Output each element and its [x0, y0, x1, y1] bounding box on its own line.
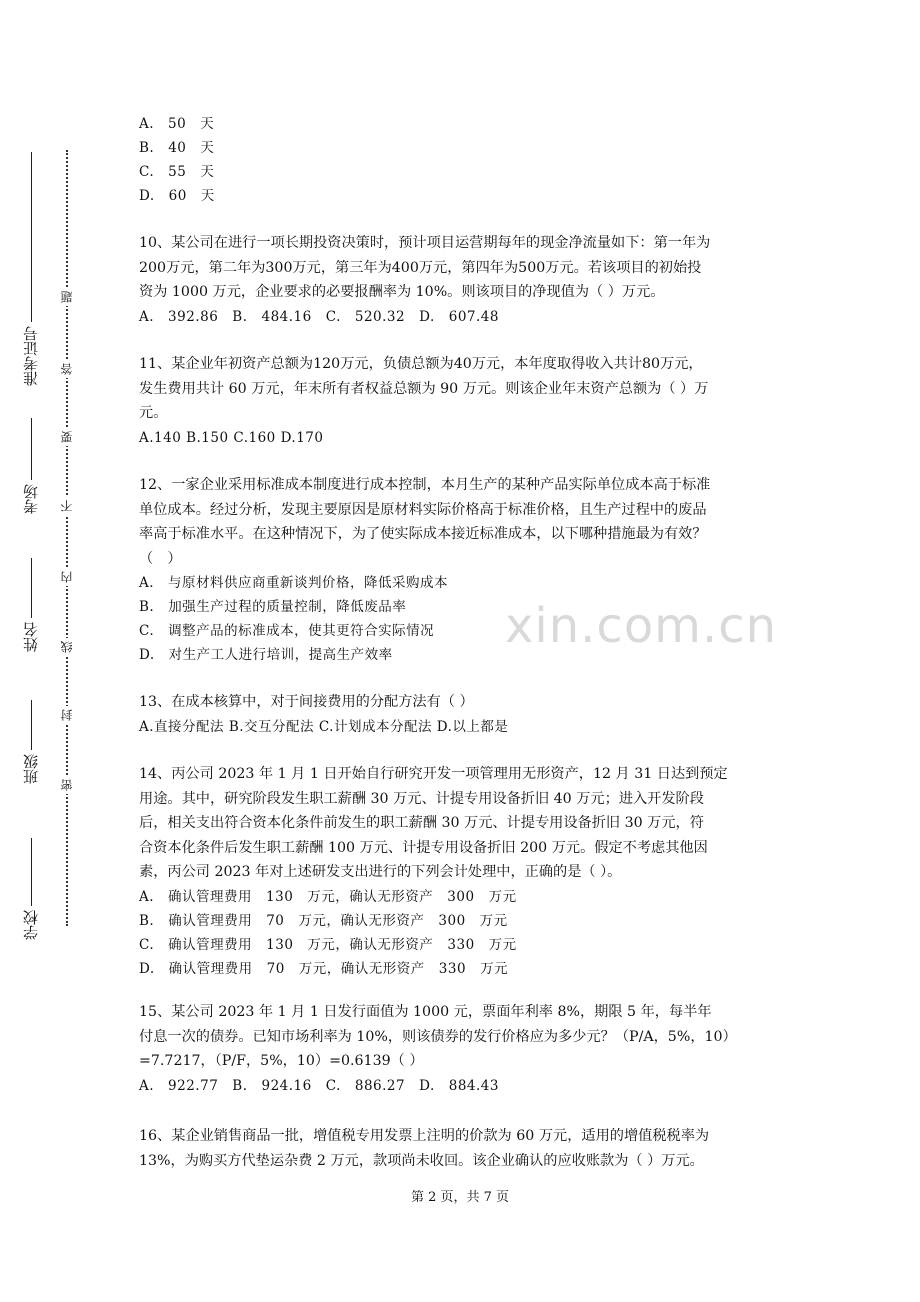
field-label: 考场	[22, 484, 40, 514]
question-text: 14、丙公司 2023 年 1 月 1 日开始自行研究开发一项管理用无形资产，12 月 31 日达到预定	[139, 766, 728, 782]
underline	[31, 558, 32, 618]
question-text: 率高于标准水平。在这种情况下，为了使实际成本接近标准成本，以下哪种措施最为有效？	[139, 526, 707, 542]
underline	[31, 838, 32, 906]
option-d: D. 对生产工人进行培训，提高生产效率	[139, 647, 393, 663]
seal-char: 封	[59, 706, 75, 724]
seal-char: 不	[59, 497, 75, 515]
field-label: 准考证号	[22, 326, 40, 386]
question-text: 发生费用共计 60 万元，年末所有者权益总额为 90 万元。则该企业年末资产总额为（ ）万	[139, 380, 709, 397]
seal-char: 内	[59, 568, 75, 586]
question-text: 12、一家企业采用标准成本制度进行成本控制，本月生产的某种产品实际单位成本高于标准	[139, 477, 711, 493]
option-d: D. 确认管理费用 70 万元，确认无形资产 330 万元	[139, 960, 509, 977]
question-text: 后，相关支出符合资本化条件前发生的职工薪酬 30 万元、计提专用设备折旧 30 万元，符	[139, 815, 704, 831]
field-name	[18, 558, 44, 652]
seal-char: 线	[59, 638, 75, 656]
question-9-options	[139, 112, 794, 208]
field-exam-room	[18, 418, 44, 514]
question-options: A. 922.77 B. 924.16 C. 886.27 D. 884.43	[139, 1077, 499, 1094]
underline	[31, 700, 32, 750]
field-label: 姓名	[22, 622, 40, 652]
question-text: 10、某公司在进行一项长期投资决策时，预计项目运营期每年的现金净流量如下：第一年为	[139, 235, 711, 251]
field-exam-number	[18, 152, 44, 386]
question-15	[139, 1000, 794, 1098]
option-b: B. 40 天	[139, 140, 215, 156]
seal-char: 题	[59, 288, 75, 306]
field-label: 学校	[22, 910, 40, 940]
question-text: 用途。其中，研究阶段发生职工薪酬 30 万元、计提专用设备折旧 40 万元；进入开发阶段	[139, 790, 704, 807]
option-c: C. 调整产品的标准成本，使其更符合实际情况	[139, 623, 435, 639]
question-text: 合资本化条件后发生职工薪酬 100 万元、计提专用设备折旧 200 万元。假定不考虑其他因	[139, 839, 708, 856]
question-13	[139, 690, 794, 739]
question-10	[139, 231, 794, 329]
question-text: 付息一次的债券。已知市场利率为 10%，则该债券的发行价格应为多少元？（P/A，5%，10）	[139, 1028, 737, 1045]
binding-margin	[0, 0, 110, 1302]
seal-dotted-line	[66, 150, 68, 926]
question-text: 16、某企业销售商品一批，增值税专用发票上注明的价款为 60 万元，适用的增值税税率为	[139, 1128, 710, 1144]
seal-char: 密	[59, 776, 75, 794]
question-text: （ ）	[139, 550, 182, 567]
question-text: 200万元，第二年为300万元，第三年为400万元，第四年为500万元。若该项目的初始投	[139, 259, 702, 276]
question-16	[139, 1124, 794, 1173]
question-text: 11、某企业年初资产总额为120万元，负债总额为40万元，本年度取得收入共计80万元，	[139, 356, 703, 372]
question-options: A.140 B.150 C.160 D.170	[139, 429, 324, 446]
option-a: A. 确认管理费用 130 万元，确认无形资产 300 万元	[139, 888, 517, 905]
question-options: A. 392.86 B. 484.16 C. 520.32 D. 607.48	[139, 308, 499, 325]
field-class	[18, 700, 44, 784]
option-b: B. 确认管理费用 70 万元，确认无形资产 300 万元	[139, 912, 508, 929]
question-text: 13、在成本核算中，对于间接费用的分配方法有（ ）	[139, 694, 474, 710]
question-text: 15、某公司 2023 年 1 月 1 日发行面值为 1000 元，票面年利率 8%，期限 5 年，每半年	[139, 1004, 712, 1020]
option-a: A. 50 天	[139, 116, 215, 132]
question-text: =7.7217，（P/F，5%，10）=0.6139（ ）	[139, 1053, 424, 1069]
question-12	[139, 473, 794, 667]
question-text: 13%，为购买方代垫运杂费 2 万元，款项尚未收回。该企业确认的应收账款为（ ）万元。	[139, 1152, 704, 1169]
underline	[31, 418, 32, 480]
seal-char: 答	[59, 360, 75, 378]
field-label: 班级	[22, 754, 40, 784]
option-d: D. 60 天	[139, 188, 215, 204]
option-c: C. 55 天	[139, 164, 215, 180]
question-11	[139, 352, 794, 450]
field-school	[18, 838, 44, 940]
question-text: 素，丙公司 2023 年对上述研发支出进行的下列会计处理中，正确的是（ ）。	[139, 864, 622, 880]
watermark: xin.com.cn	[505, 598, 778, 654]
option-b: B. 加强生产过程的质量控制，降低废品率	[139, 599, 407, 615]
option-c: C. 确认管理费用 130 万元，确认无形资产 330 万元	[139, 936, 517, 953]
page-footer: 第 2 页，共 7 页	[410, 1190, 510, 1205]
question-options: A.直接分配法 B.交互分配法 C.计划成本分配法 D.以上都是	[139, 718, 509, 735]
question-text: 资为 1000 万元，企业要求的必要报酬率为 10%。则该项目的净现值为（ ）万元。	[139, 284, 665, 300]
seal-char: 要	[59, 428, 75, 446]
option-a: A. 与原材料供应商重新谈判价格，降低采购成本	[139, 575, 449, 591]
question-text: 单位成本。经过分析，发现主要原因是原材料实际价格高于标准价格，且生产过程中的废品	[139, 501, 707, 518]
underline	[31, 152, 32, 322]
question-text: 元。	[139, 405, 168, 421]
question-14	[139, 762, 794, 981]
